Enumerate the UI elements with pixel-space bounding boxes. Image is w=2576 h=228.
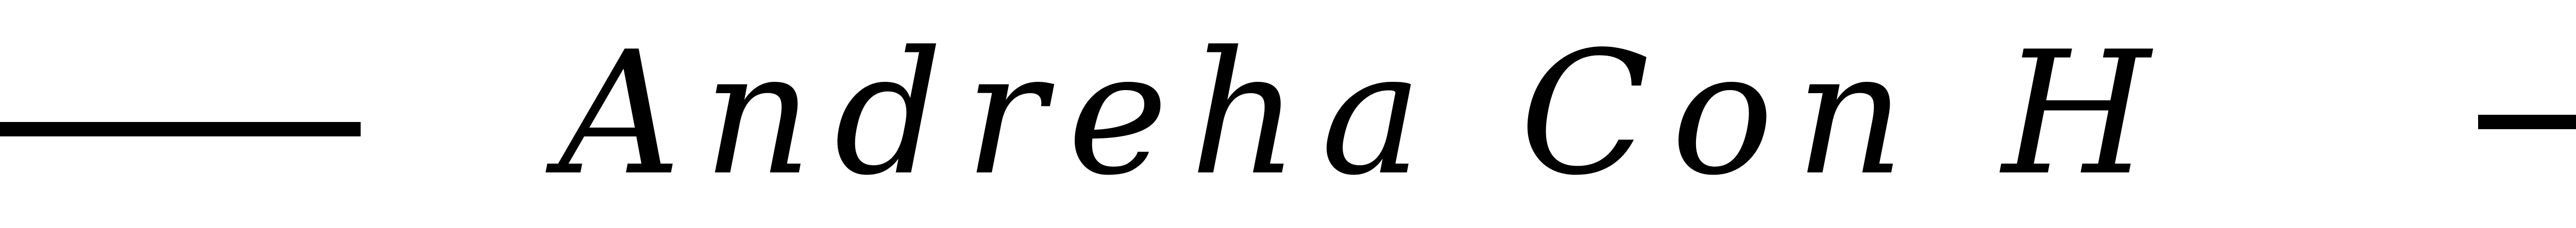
- script-title: Andreha Con H: [558, 15, 2172, 213]
- right-decorative-rule: [2478, 115, 2576, 129]
- left-decorative-rule: [0, 122, 361, 136]
